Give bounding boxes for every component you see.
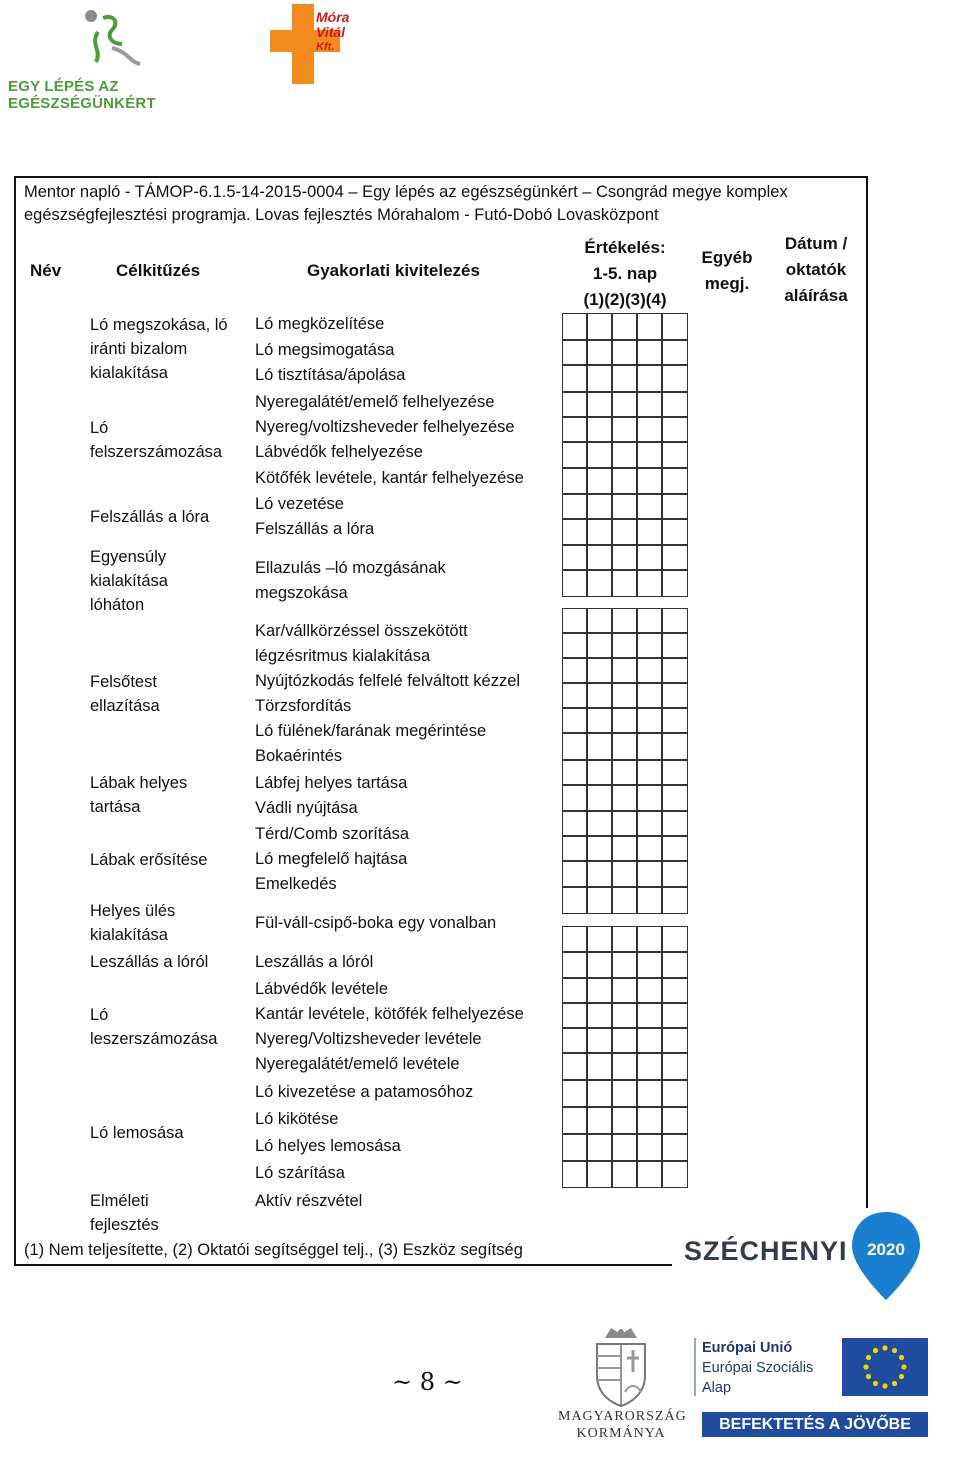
col-header-gyakorlati: Gyakorlati kivitelezés (307, 261, 480, 280)
goal-item: Egyensúly kialakítása lóháton (90, 548, 168, 614)
evaluation-checkbox[interactable] (562, 392, 587, 417)
goal-item: Helyes ülés kialakítása (90, 902, 176, 944)
goal-item: Ló megszokása, ló iránti bizalom kialakítása (90, 316, 228, 382)
task-item: Térd/Comb szorítása (255, 825, 410, 843)
evaluation-checkbox[interactable] (637, 760, 662, 785)
evaluation-checkbox[interactable] (612, 1028, 637, 1053)
evaluation-checkbox[interactable] (637, 811, 662, 836)
eu-star-icon (863, 1364, 868, 1369)
egy-lepes-logo (8, 4, 228, 112)
evaluation-checkbox[interactable] (662, 442, 688, 468)
evaluation-checkbox[interactable] (562, 1028, 587, 1053)
evaluation-checkbox[interactable] (562, 708, 587, 733)
coat-of-arms-icon (591, 1326, 651, 1408)
evaluation-checkbox[interactable] (637, 733, 662, 760)
task-item: Ló kikötése (255, 1110, 339, 1128)
evaluation-checkbox[interactable] (587, 733, 612, 760)
evaluation-checkbox[interactable] (662, 570, 688, 597)
eu-star-icon (873, 1348, 878, 1353)
evaluation-checkbox[interactable] (612, 1134, 637, 1161)
evaluation-checkbox[interactable] (587, 365, 612, 392)
evaluation-checkbox[interactable] (662, 468, 688, 494)
eu-star-icon (899, 1374, 904, 1379)
evaluation-checkbox[interactable] (562, 365, 587, 392)
evaluation-checkbox[interactable] (562, 1107, 587, 1134)
task-item: Vádli nyújtása (255, 799, 358, 817)
col-header-nev: Név (30, 261, 62, 280)
evaluation-checkbox[interactable] (587, 683, 612, 708)
evaluation-checkbox[interactable] (612, 887, 637, 914)
evaluation-checkbox[interactable] (587, 608, 612, 633)
evaluation-checkbox[interactable] (637, 1107, 662, 1134)
eu-star-icon (882, 1383, 887, 1388)
runner-figure-icon (68, 4, 168, 74)
task-item: Nyereg/voltizsheveder felhelyezése (255, 418, 515, 436)
table-title-line2: egészségfejlesztési programja. Lovas fejlesztés Mórahalom - Futó-Dobó Lovasközpont (24, 206, 659, 224)
evaluation-checkbox[interactable] (637, 1053, 662, 1080)
evaluation-checkbox[interactable] (612, 365, 637, 392)
evaluation-checkbox[interactable] (612, 392, 637, 417)
evaluation-checkbox[interactable] (587, 519, 612, 545)
table-title-line1: Mentor napló - TÁMOP-6.1.5-14-2015-0004 – Egy lépés az egészségünkért – Csongrád megye komplex (24, 183, 788, 201)
evaluation-checkbox[interactable] (662, 887, 688, 914)
evaluation-checkbox[interactable] (587, 392, 612, 417)
evaluation-checkbox[interactable] (587, 633, 612, 658)
col-header-egyeb: Egyéb megj. (701, 248, 753, 293)
evaluation-checkbox[interactable] (612, 1053, 637, 1080)
evaluation-checkbox[interactable] (662, 1134, 688, 1161)
page-number: ~ 8 ~ (392, 1368, 463, 1396)
evaluation-checkbox[interactable] (587, 760, 612, 785)
evaluation-checkbox[interactable] (562, 861, 587, 887)
evaluation-checkbox[interactable] (637, 1134, 662, 1161)
evaluation-checkbox[interactable] (612, 683, 637, 708)
svg-text:2020: 2020 (867, 1240, 905, 1259)
evaluation-checkbox[interactable] (612, 658, 637, 683)
evaluation-checkbox[interactable] (612, 519, 637, 545)
evaluation-checkbox[interactable] (637, 785, 662, 811)
evaluation-checkbox[interactable] (662, 365, 688, 392)
evaluation-checkbox[interactable] (587, 1080, 612, 1107)
evaluation-checkbox[interactable] (587, 811, 612, 836)
task-item: Lábfej helyes tartása (255, 774, 408, 792)
evaluation-checkbox[interactable] (662, 683, 688, 708)
evaluation-checkbox[interactable] (612, 952, 637, 978)
task-item: Ló kivezetése a patamosóhoz (255, 1083, 474, 1101)
evaluation-checkbox[interactable] (637, 494, 662, 519)
table-footnote: (1) Nem teljesítette, (2) Oktatói segítséggel telj., (3) Eszköz segítség (24, 1241, 523, 1259)
task-item: Felszállás a lóra (255, 520, 375, 538)
task-item: Kantár levétele, kötőfék felhelyezése (255, 1005, 524, 1023)
evaluation-checkbox[interactable] (562, 658, 587, 683)
szechenyi-2020-badge (672, 1208, 932, 1304)
evaluation-checkbox[interactable] (662, 1003, 688, 1028)
eu-star-icon (866, 1355, 871, 1360)
evaluation-checkbox[interactable] (662, 313, 688, 340)
evaluation-checkbox[interactable] (562, 683, 587, 708)
task-item: légzésritmus kialakítása (255, 647, 431, 665)
goal-item: Elméleti fejlesztés (90, 1192, 159, 1234)
evaluation-checkbox[interactable] (612, 861, 637, 887)
evaluation-checkbox[interactable] (562, 608, 587, 633)
evaluation-checkbox[interactable] (612, 570, 637, 597)
eu-star-icon (882, 1345, 887, 1350)
evaluation-checkbox[interactable] (587, 1053, 612, 1080)
eu-star-icon (892, 1348, 897, 1353)
evaluation-checkbox[interactable] (612, 1107, 637, 1134)
task-item: Ló vezetése (255, 495, 344, 513)
evaluation-checkbox[interactable] (637, 340, 662, 365)
goal-item: Ló leszerszámozása (90, 1006, 218, 1048)
evaluation-checkbox[interactable] (562, 1053, 587, 1080)
eu-star-icon (866, 1374, 871, 1379)
task-item: Nyeregalátét/emelő felhelyezése (255, 393, 495, 411)
eu-star-icon (899, 1355, 904, 1360)
task-item: Nyereg/Voltizsheveder levétele (255, 1030, 482, 1048)
evaluation-checkbox[interactable] (587, 708, 612, 733)
evaluation-checkbox[interactable] (662, 633, 688, 658)
evaluation-checkbox[interactable] (612, 708, 637, 733)
evaluation-checkbox[interactable] (562, 785, 587, 811)
evaluation-checkbox[interactable] (637, 1161, 662, 1188)
task-item: Törzsfordítás (255, 697, 352, 715)
evaluation-checkbox[interactable] (612, 785, 637, 811)
task-item: Lábvédők felhelyezése (255, 443, 423, 461)
evaluation-checkbox[interactable] (662, 836, 688, 861)
eu-text-block: Európai Unió Európai Szociális Alap (702, 1340, 814, 1396)
egy-lepes-logo-text: EGY LÉPÉS AZ EGÉSZSÉGÜNKÉRT (8, 78, 156, 112)
evaluation-checkbox[interactable] (662, 733, 688, 760)
evaluation-checkbox[interactable] (612, 1080, 637, 1107)
evaluation-checkbox[interactable] (562, 468, 587, 494)
evaluation-checkbox[interactable] (612, 468, 637, 494)
evaluation-checkbox[interactable] (587, 417, 612, 442)
evaluation-checkbox[interactable] (637, 1003, 662, 1028)
government-logo-text: MAGYARORSZÁG KORMÁNYA (558, 1409, 687, 1441)
evaluation-checkbox[interactable] (662, 417, 688, 442)
evaluation-checkbox[interactable] (662, 608, 688, 633)
evaluation-checkbox[interactable] (662, 1053, 688, 1080)
evaluation-checkbox[interactable] (562, 494, 587, 519)
task-item: Lábvédők levétele (255, 980, 389, 998)
szechenyi-text: SZÉCHENYI (684, 1236, 848, 1266)
eu-star-icon (892, 1381, 897, 1386)
task-item: Kar/vállkörzéssel összekötött (255, 622, 468, 640)
task-item: Fül-váll-csipő-boka egy vonalban (255, 914, 497, 932)
evaluation-checkbox[interactable] (562, 811, 587, 836)
task-item: Ló megközelítése (255, 315, 385, 333)
evaluation-checkbox[interactable] (612, 760, 637, 785)
evaluation-checkbox[interactable] (587, 494, 612, 519)
evaluation-checkbox[interactable] (587, 1107, 612, 1134)
evaluation-checkbox[interactable] (662, 519, 688, 545)
eu-flag-icon (842, 1338, 928, 1396)
evaluation-checkbox[interactable] (587, 313, 612, 340)
evaluation-checkbox[interactable] (637, 365, 662, 392)
evaluation-checkbox[interactable] (562, 1161, 587, 1188)
evaluation-checkbox[interactable] (562, 836, 587, 861)
mora-vital-logo-text: Móra Vitál Kft. (316, 9, 350, 53)
evaluation-checkbox[interactable] (662, 494, 688, 519)
task-item: Kötőfék levétele, kantár felhelyezése (255, 469, 524, 487)
evaluation-checkbox[interactable] (562, 1134, 587, 1161)
eu-star-icon (873, 1381, 878, 1386)
evaluation-checkbox[interactable] (562, 733, 587, 760)
col-header-celkituzes: Célkitűzés (116, 261, 201, 280)
evaluation-checkbox[interactable] (612, 340, 637, 365)
evaluation-checkbox[interactable] (662, 978, 688, 1003)
evaluation-checkbox[interactable] (562, 633, 587, 658)
evaluation-checkbox[interactable] (612, 926, 637, 952)
evaluation-checkbox[interactable] (637, 952, 662, 978)
evaluation-checkbox[interactable] (562, 952, 587, 978)
task-item: Emelkedés (255, 875, 337, 893)
evaluation-checkbox[interactable] (587, 926, 612, 952)
evaluation-checkbox[interactable] (662, 785, 688, 811)
evaluation-checkbox[interactable] (612, 1003, 637, 1028)
col-header-ertekeles: Értékelés: 1-5. nap (1)(2)(3)(4) (583, 238, 667, 309)
evaluation-checkbox[interactable] (562, 519, 587, 545)
evaluation-checkbox[interactable] (612, 978, 637, 1003)
evaluation-checkbox[interactable] (587, 836, 612, 861)
evaluation-checkbox[interactable] (662, 952, 688, 978)
goal-item: Ló lemosása (90, 1124, 184, 1142)
evaluation-checkbox[interactable] (587, 1028, 612, 1053)
evaluation-checkbox[interactable] (637, 313, 662, 340)
evaluation-checkbox[interactable] (612, 633, 637, 658)
evaluation-checkbox[interactable] (637, 417, 662, 442)
evaluation-checkbox[interactable] (562, 1003, 587, 1028)
evaluation-checkbox[interactable] (612, 733, 637, 760)
eu-fund-logo (694, 1336, 930, 1440)
evaluation-checkbox[interactable] (587, 545, 612, 570)
evaluation-checkbox[interactable] (587, 861, 612, 887)
evaluation-checkbox[interactable] (637, 570, 662, 597)
evaluation-checkbox[interactable] (637, 519, 662, 545)
evaluation-checkbox[interactable] (662, 926, 688, 952)
evaluation-checkbox[interactable] (662, 340, 688, 365)
evaluation-checkbox[interactable] (587, 570, 612, 597)
evaluation-checkbox[interactable] (587, 978, 612, 1003)
task-item: Ló tisztítása/ápolása (255, 366, 406, 384)
evaluation-checkbox[interactable] (637, 633, 662, 658)
evaluation-checkbox[interactable] (637, 836, 662, 861)
evaluation-checkbox[interactable] (662, 392, 688, 417)
evaluation-checkbox[interactable] (562, 442, 587, 468)
evaluation-checkbox[interactable] (637, 861, 662, 887)
evaluation-checkbox[interactable] (637, 468, 662, 494)
evaluation-checkbox[interactable] (637, 545, 662, 570)
evaluation-checkbox[interactable] (637, 392, 662, 417)
col-header-datum: Dátum / oktatók aláírása (784, 234, 848, 305)
evaluation-checkbox[interactable] (562, 760, 587, 785)
task-item: Ló megfelelő hajtása (255, 850, 408, 868)
evaluation-checkbox[interactable] (587, 658, 612, 683)
evaluation-checkbox[interactable] (662, 1107, 688, 1134)
evaluation-checkbox[interactable] (637, 442, 662, 468)
evaluation-checkbox[interactable] (587, 1161, 612, 1188)
task-item: Ló megsimogatása (255, 341, 395, 359)
evaluation-checkbox[interactable] (562, 570, 587, 597)
evaluation-checkbox[interactable] (612, 608, 637, 633)
evaluation-checkbox[interactable] (612, 545, 637, 570)
evaluation-checkbox[interactable] (587, 1134, 612, 1161)
evaluation-checkbox[interactable] (637, 683, 662, 708)
evaluation-checkbox[interactable] (612, 313, 637, 340)
task-item: Leszállás a lóról (255, 953, 374, 971)
evaluation-checkbox[interactable] (662, 811, 688, 836)
evaluation-checkbox[interactable] (637, 608, 662, 633)
task-item: Ló szárítása (255, 1164, 345, 1182)
evaluation-checkbox[interactable] (587, 952, 612, 978)
evaluation-checkbox[interactable] (587, 442, 612, 468)
task-item: Nyújtózkodás felfelé felváltott kézzel (255, 672, 521, 690)
evaluation-checkbox[interactable] (662, 1161, 688, 1188)
goal-item: Felsőtest ellazítása (90, 673, 160, 715)
evaluation-checkbox[interactable] (637, 658, 662, 683)
eu-divider (694, 1338, 696, 1396)
evaluation-checkbox[interactable] (612, 442, 637, 468)
evaluation-checkbox[interactable] (612, 836, 637, 861)
evaluation-checkbox[interactable] (562, 340, 587, 365)
evaluation-checkbox[interactable] (587, 785, 612, 811)
evaluation-checkbox[interactable] (662, 1028, 688, 1053)
evaluation-checkbox[interactable] (662, 760, 688, 785)
evaluation-checkbox[interactable] (637, 978, 662, 1003)
evaluation-checkbox[interactable] (562, 1080, 587, 1107)
evaluation-checkbox[interactable] (562, 417, 587, 442)
task-item: Ellazulás –ló mozgásának (255, 559, 446, 577)
goal-item: Ló felszerszámozása (90, 419, 223, 461)
eu-banner: BEFEKTETÉS A JÖVŐBE (702, 1412, 928, 1437)
evaluation-checkbox[interactable] (562, 887, 587, 914)
goal-item: Lábak helyes tartása (90, 774, 188, 816)
evaluation-checkbox[interactable] (662, 861, 688, 887)
evaluation-checkbox[interactable] (637, 926, 662, 952)
evaluation-checkbox[interactable] (637, 887, 662, 914)
task-item: Ló fülének/farának megérintése (255, 722, 487, 740)
evaluation-checkbox[interactable] (562, 545, 587, 570)
government-logo (558, 1326, 687, 1444)
evaluation-checkbox[interactable] (587, 468, 612, 494)
evaluation-checkbox[interactable] (612, 1161, 637, 1188)
task-item: Aktív részvétel (255, 1192, 363, 1210)
task-item: Nyeregalátét/emelő levétele (255, 1055, 460, 1073)
eu-star-icon (901, 1364, 906, 1369)
task-item: megszokása (255, 584, 348, 602)
evaluation-checkbox[interactable] (587, 340, 612, 365)
evaluation-checkbox[interactable] (637, 1028, 662, 1053)
goal-item: Felszállás a lóra (90, 508, 210, 526)
task-item: Bokaérintés (255, 747, 343, 765)
evaluation-checkbox[interactable] (662, 545, 688, 570)
evaluation-checkbox[interactable] (637, 1080, 662, 1107)
map-pin-2020-icon (848, 1208, 924, 1304)
evaluation-checkbox[interactable] (587, 887, 612, 914)
task-item: Ló helyes lemosása (255, 1137, 401, 1155)
evaluation-checkbox[interactable] (562, 978, 587, 1003)
evaluation-checkbox[interactable] (662, 658, 688, 683)
evaluation-checkbox[interactable] (662, 1080, 688, 1107)
evaluation-checkbox[interactable] (562, 313, 587, 340)
evaluation-checkbox[interactable] (612, 494, 637, 519)
evaluation-checkbox[interactable] (662, 708, 688, 733)
evaluation-checkbox[interactable] (612, 811, 637, 836)
evaluation-checkbox[interactable] (612, 417, 637, 442)
goal-item: Leszállás a lóról (90, 953, 209, 971)
mora-vital-logo (270, 4, 350, 84)
evaluation-checkbox[interactable] (562, 926, 587, 952)
evaluation-checkbox[interactable] (637, 708, 662, 733)
evaluation-checkbox[interactable] (587, 1003, 612, 1028)
goal-item: Lábak erősítése (90, 851, 208, 869)
